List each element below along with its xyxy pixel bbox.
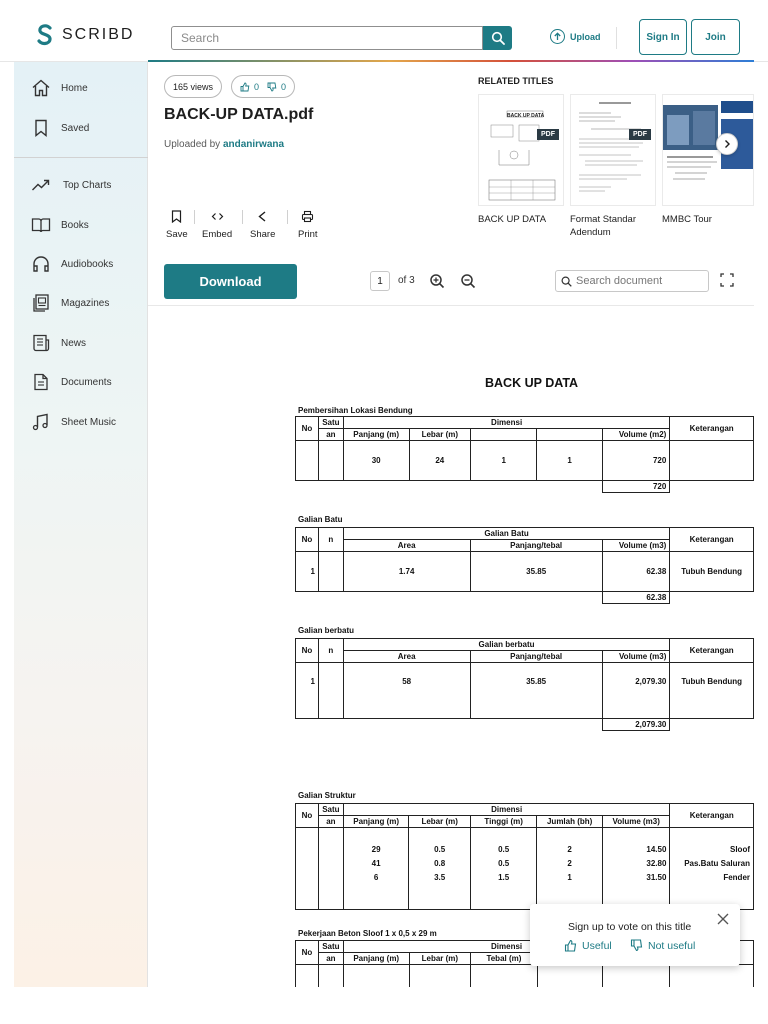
download-button[interactable]: Download (164, 264, 297, 299)
sidebar-item-label: Sheet Music (61, 416, 117, 428)
table-cell (670, 441, 754, 481)
share-button[interactable] (250, 210, 275, 240)
sidebar-item-news[interactable] (14, 328, 148, 358)
document-page (148, 306, 754, 987)
table-cell (318, 441, 343, 481)
table-cell: 1 (471, 441, 537, 481)
bookmark-icon (171, 210, 182, 223)
table-header: Area (343, 651, 470, 663)
table-cell (296, 441, 319, 481)
table-cell (296, 828, 319, 910)
upload-icon (550, 29, 565, 44)
table-header: Panjang (m) (343, 429, 409, 441)
table-cell (602, 828, 670, 910)
table-row (296, 552, 754, 592)
table-total: 720 (602, 481, 670, 493)
table-cell (670, 828, 754, 910)
table-header: Volume (m3) (602, 651, 670, 663)
thumbs-down-icon (630, 939, 643, 952)
printer-icon (301, 210, 314, 223)
not-useful-button[interactable] (630, 939, 695, 952)
table-header: an (318, 429, 343, 441)
not-useful-label: Not useful (648, 939, 696, 952)
table-cell: 30 (343, 441, 409, 481)
views-count (164, 75, 222, 98)
table-header: Dimensi (343, 804, 670, 816)
table-cell (537, 965, 602, 988)
sidebar-item-top-charts[interactable] (14, 170, 148, 200)
useful-button[interactable] (564, 939, 612, 952)
upload-link[interactable] (550, 29, 601, 44)
table-header: Panjang (m) (343, 816, 409, 828)
search-input[interactable]: Search (171, 26, 483, 50)
table-cell (670, 965, 754, 988)
table-header: Tinggi (m) (470, 816, 536, 828)
cell-value: 0.5 (434, 845, 446, 854)
section-title: Pembersihan Lokasi Bendung (298, 406, 413, 415)
table-header: Satu (318, 941, 343, 953)
trending-icon (31, 175, 51, 195)
cell-value: 1.5 (498, 873, 510, 882)
table-header: Volume (m3) (602, 816, 670, 828)
table-header: Dimensi (343, 417, 669, 429)
table-cell (343, 965, 409, 988)
table-cell (296, 719, 603, 731)
related-item-thumbnail[interactable] (478, 94, 564, 206)
section-title: Galian berbatu (298, 626, 355, 635)
related-item-title[interactable]: Format Standar Adendum (570, 214, 636, 238)
sidebar-item-label: Documents (61, 376, 112, 388)
cell-value: 1 (567, 873, 572, 882)
sidebar-item-audiobooks[interactable] (14, 249, 148, 279)
table-header: Panjang/tebal (470, 540, 602, 552)
table-header: Lebar (m) (409, 429, 471, 441)
sidebar-item-label: Top Charts (63, 179, 112, 191)
table-header: No (296, 639, 319, 663)
table-header: Panjang/tebal (470, 651, 602, 663)
cell-value: 0.5 (498, 859, 510, 868)
related-titles-heading: RELATED TITLES (478, 76, 554, 86)
likes-count: 0 (254, 81, 260, 92)
cell-value: 32.80 (646, 859, 667, 868)
sidebar-item-label: Home (61, 82, 88, 94)
useful-label: Useful (582, 939, 612, 952)
sidebar-item-label: Audiobooks (61, 258, 114, 270)
sidebar-item-books[interactable] (14, 210, 148, 240)
table-cell (296, 481, 603, 493)
document-preview-image (663, 95, 754, 206)
thumbs-down-icon (267, 82, 277, 92)
cell-value: 2 (567, 859, 572, 868)
table-header: n (318, 528, 343, 552)
news-icon (31, 333, 51, 353)
headphones-icon (31, 254, 51, 274)
table-header: Volume (m2) (602, 429, 670, 441)
cell-value: 0.8 (434, 859, 446, 868)
table-cell: 58 (343, 663, 470, 719)
table-header: Keterangan (670, 417, 754, 441)
table-cell (296, 592, 603, 604)
table-header: Dimensi (343, 941, 669, 953)
table-cell: 2,079.30 (602, 663, 670, 719)
table-header: No (296, 804, 319, 828)
table-header: Satu (318, 417, 343, 429)
table-header: an (318, 953, 343, 965)
top-header (0, 0, 768, 62)
table-cell: 1 (537, 441, 602, 481)
save-button[interactable] (166, 210, 188, 240)
table-cell: 35.85 (470, 663, 602, 719)
table-header: Area (343, 540, 470, 552)
table-header: an (318, 816, 343, 828)
table-cell (343, 828, 409, 910)
pdf-badge: PDF (629, 129, 651, 140)
cell-value: Sloof (730, 845, 750, 854)
table-cell: 1 (296, 663, 319, 719)
table-total-row (296, 481, 754, 493)
print-button[interactable] (298, 210, 318, 240)
table-cell: Tubuh Bendung (670, 552, 754, 592)
related-item-title[interactable]: BACK UP DATA (478, 214, 547, 225)
sidebar-item-label: Magazines (61, 297, 110, 309)
search-icon (491, 31, 505, 45)
table-header: Volume (m3) (602, 540, 670, 552)
table-total: 62.38 (602, 592, 670, 604)
section-title: Pekerjaan Beton Sloof 1 x 0,5 x 29 m (298, 929, 437, 938)
table-cell: Tubuh Bendung (670, 663, 754, 719)
cell-value: 3.5 (434, 873, 446, 882)
document-preview-image (571, 95, 656, 206)
sidebar-item-label: News (61, 337, 87, 349)
data-table (295, 527, 754, 604)
table-cell (471, 965, 538, 988)
table-cell (318, 965, 343, 988)
print-label: Print (298, 229, 318, 240)
sidebar-item-label: Saved (61, 122, 90, 134)
vote-prompt: Sign up to vote on this title (568, 921, 692, 933)
search-document-placeholder: Search document (576, 275, 663, 287)
header-accent-line (148, 60, 754, 62)
bookmark-icon (31, 118, 51, 138)
join-button[interactable]: Join (691, 19, 740, 55)
search-document-input[interactable] (555, 270, 709, 292)
header-divider (616, 27, 617, 49)
table-cell (470, 828, 536, 910)
table-header: n (318, 639, 343, 663)
related-item-title[interactable]: MMBC Tour (662, 214, 712, 225)
table-header: Keterangan (670, 804, 754, 828)
thumbs-up-icon (240, 82, 250, 92)
table-cell (296, 965, 319, 988)
zoom-in-icon[interactable] (429, 273, 445, 289)
cell-value: 0.5 (498, 845, 510, 854)
cell-value: Pas.Batu Saluran (684, 859, 750, 868)
table-row (296, 965, 754, 988)
share-label: Share (250, 229, 276, 240)
sidebar (14, 62, 148, 987)
table-header: No (296, 528, 319, 552)
table-total-row (296, 592, 754, 604)
cell-value: 41 (371, 859, 381, 868)
table-cell (670, 592, 754, 604)
save-label: Save (166, 229, 188, 240)
section-title: Galian Batu (298, 515, 343, 524)
brand-name: SCRIBD (62, 26, 135, 43)
table-header: Jumlah (bh) (537, 816, 603, 828)
table-cell (318, 552, 343, 592)
search-button[interactable] (483, 26, 512, 50)
rating-pill[interactable] (231, 75, 295, 98)
table-cell (409, 828, 471, 910)
table-cell (409, 965, 471, 988)
table-cell (471, 429, 537, 441)
table-header: Satu (318, 804, 343, 816)
cell-value: 31.50 (646, 873, 667, 882)
book-icon (31, 215, 51, 235)
share-icon (256, 210, 269, 223)
page-total: of 3 (398, 275, 415, 286)
action-divider (287, 210, 288, 224)
sign-in-button[interactable]: Sign In (639, 19, 687, 55)
chevron-right-icon (722, 139, 732, 149)
table-total-row (296, 719, 754, 731)
table-header: Lebar (m) (409, 816, 471, 828)
home-icon (31, 78, 51, 98)
table-cell (603, 965, 670, 988)
table-cell (537, 828, 603, 910)
table-cell (318, 828, 343, 910)
cell-value: 2 (567, 845, 572, 854)
document-title: BACK-UP DATA.pdf (164, 106, 314, 123)
table-cell (318, 663, 343, 719)
table-cell: 35.85 (470, 552, 602, 592)
sidebar-item-label: Books (61, 219, 89, 231)
scribd-logo[interactable] (36, 24, 134, 46)
table-cell: 24 (409, 441, 471, 481)
table-row (296, 663, 754, 719)
table-header: Keterangan (670, 528, 754, 552)
magazine-icon (31, 293, 51, 313)
thumbnail-title: BACK UP DATA (507, 113, 545, 119)
uploaded-by (164, 139, 284, 150)
uploaded-prefix: Uploaded by (164, 139, 221, 150)
action-divider (242, 210, 243, 224)
sidebar-item-saved[interactable] (14, 113, 148, 143)
table-header: Panjang (m) (343, 953, 409, 965)
zoom-out-icon[interactable] (460, 273, 476, 289)
code-icon (211, 210, 224, 223)
section-title: Galian Struktur (298, 791, 356, 800)
table-cell: 1.74 (343, 552, 470, 592)
uploader-link[interactable]: andanirwana (222, 139, 285, 150)
table-cell: 720 (602, 441, 670, 481)
table-header: Galian Batu (343, 528, 670, 540)
sidebar-item-magazines[interactable] (14, 288, 148, 318)
fullscreen-icon[interactable] (720, 273, 734, 287)
dislikes-count: 0 (281, 81, 287, 92)
table-cell: 62.38 (602, 552, 670, 592)
thumbs-up-icon (564, 939, 577, 952)
table-cell: 1 (296, 552, 319, 592)
table-header: No (296, 417, 319, 441)
table-cell (670, 481, 754, 493)
table-row (296, 828, 754, 910)
table-header: Tebal (m) (471, 953, 538, 965)
embed-button[interactable] (202, 210, 232, 240)
views-label: 165 views (173, 81, 214, 92)
table-cell (537, 429, 602, 441)
table-total: 2,079.30 (602, 719, 670, 731)
close-icon[interactable] (716, 912, 730, 926)
table-header: Lebar (m) (409, 953, 471, 965)
related-item-thumbnail[interactable] (662, 94, 754, 206)
upload-label: Upload (570, 31, 601, 42)
embed-label: Embed (202, 229, 233, 240)
page-number-input[interactable]: 1 (370, 271, 390, 291)
sidebar-item-sheet-music[interactable] (14, 407, 148, 437)
sidebar-item-documents[interactable] (14, 367, 148, 397)
sidebar-item-home[interactable] (14, 73, 148, 103)
search-icon (561, 276, 572, 287)
document-icon (31, 372, 51, 392)
cell-value: 6 (373, 873, 379, 882)
sidebar-divider (14, 157, 148, 158)
cell-value: 14.50 (646, 845, 667, 854)
data-table (295, 638, 754, 731)
table-row (296, 441, 754, 481)
document-preview-image (479, 95, 564, 206)
vote-popup (530, 904, 740, 966)
scribd-logo-icon (36, 24, 54, 46)
data-table (295, 416, 754, 493)
cell-value: 29 (371, 845, 381, 854)
action-divider (194, 210, 195, 224)
related-next-button[interactable] (716, 133, 738, 155)
cell-value: Fender (723, 873, 750, 882)
document-heading: BACK UP DATA (485, 376, 579, 390)
pdf-badge: PDF (537, 129, 559, 140)
table-header: Galian berbatu (343, 639, 670, 651)
data-table (295, 803, 754, 910)
table-header: Keterangan (670, 639, 754, 663)
related-item-thumbnail[interactable] (570, 94, 656, 206)
table-header: No (296, 941, 319, 965)
table-cell (670, 719, 754, 731)
music-icon (31, 412, 51, 432)
